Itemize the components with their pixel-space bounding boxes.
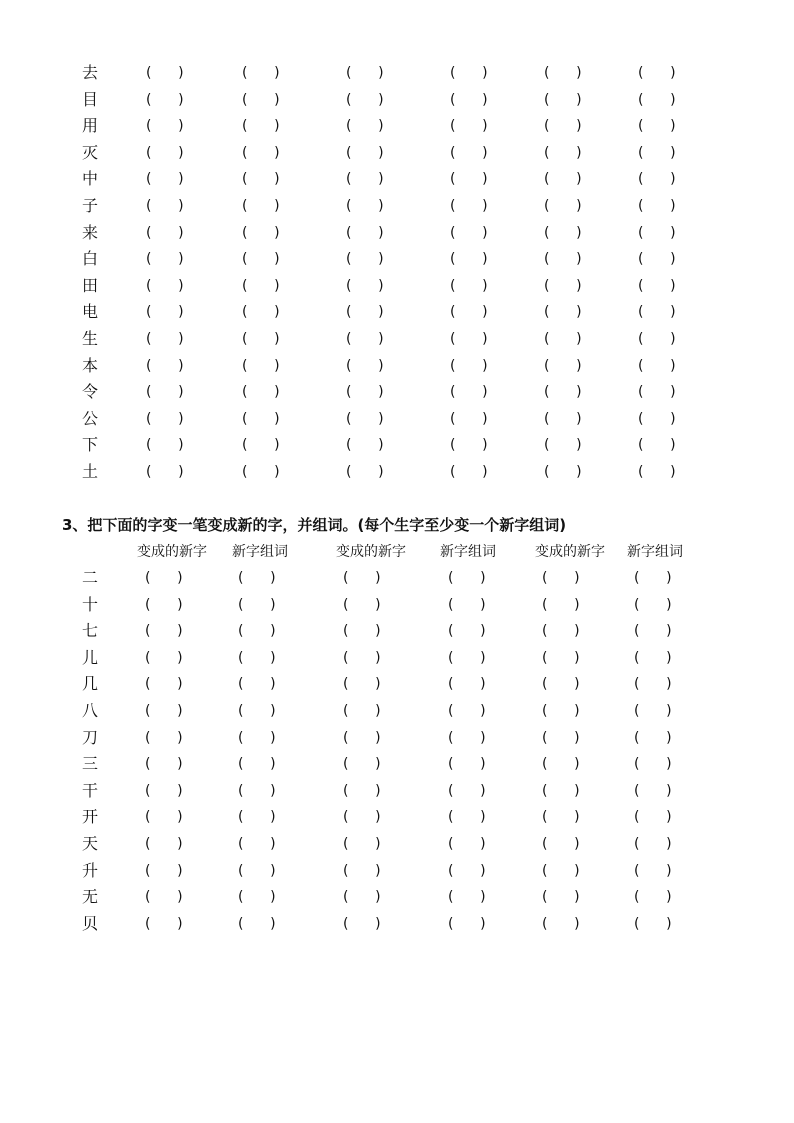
section-3-blank[interactable]: ( ) <box>634 756 672 773</box>
section-1-blank[interactable]: ( ) <box>544 331 582 347</box>
section-1-character: 白 <box>81 249 98 269</box>
section-3-blank[interactable]: ( ) <box>238 649 276 666</box>
section-3-blank[interactable]: ( ) <box>145 596 183 613</box>
section-3-character: 刀 <box>81 727 98 747</box>
section-1-row <box>0 379 794 405</box>
section-1-character: 中 <box>81 169 98 189</box>
section-1-blank[interactable]: ( ) <box>146 437 184 454</box>
section-1-blank[interactable]: ( ) <box>450 277 488 294</box>
section-1-blank[interactable]: ( ) <box>544 65 582 81</box>
section-1-blank[interactable]: ( ) <box>346 304 384 321</box>
section-3-blank[interactable]: ( ) <box>145 676 183 693</box>
section-3-blank[interactable]: ( ) <box>343 889 381 906</box>
section-1-character: 来 <box>81 222 98 242</box>
section-1-blank[interactable]: ( ) <box>450 224 488 241</box>
section-1-row <box>0 166 794 192</box>
section-1-blank[interactable]: ( ) <box>146 65 184 81</box>
section-1-blank[interactable]: ( ) <box>450 171 488 188</box>
section-1-row <box>0 406 794 432</box>
section-1-character: 目 <box>81 89 98 109</box>
section-3-blank[interactable]: ( ) <box>448 676 486 693</box>
section-3-blank[interactable]: ( ) <box>542 570 580 586</box>
section-3-blank[interactable]: ( ) <box>634 836 672 852</box>
section-1-blank[interactable]: ( ) <box>346 224 384 241</box>
section-3-character: 几 <box>81 674 98 694</box>
section-1-character: 田 <box>81 275 98 295</box>
section-1-character: 令 <box>81 382 98 402</box>
section-3-row <box>0 698 794 724</box>
section-1-blank[interactable]: ( ) <box>146 251 184 268</box>
section-3-blank[interactable]: ( ) <box>542 623 580 640</box>
section-1-blank[interactable]: ( ) <box>346 277 384 294</box>
section-3-blank[interactable]: ( ) <box>634 649 672 666</box>
section-1-row <box>0 459 794 485</box>
section-1-blank[interactable]: ( ) <box>346 384 384 401</box>
section-3-blank[interactable]: ( ) <box>145 862 183 879</box>
section-3-blank[interactable]: ( ) <box>238 623 276 640</box>
section-3-blank[interactable]: ( ) <box>343 649 381 666</box>
section-3-row <box>0 751 794 777</box>
section-3-blank[interactable]: ( ) <box>634 782 672 799</box>
section-1-row <box>0 113 794 139</box>
section-3-blank[interactable]: ( ) <box>542 596 580 613</box>
section-3-blank[interactable]: ( ) <box>238 782 276 799</box>
section-3-blank[interactable]: ( ) <box>542 756 580 773</box>
section-1-blank[interactable]: ( ) <box>242 277 280 294</box>
section-3-blank[interactable]: ( ) <box>634 570 672 586</box>
section-3-blank[interactable]: ( ) <box>448 596 486 613</box>
section-3-blank[interactable]: ( ) <box>145 782 183 799</box>
section-3-blank[interactable]: ( ) <box>634 809 672 826</box>
section-1-blank[interactable]: ( ) <box>242 91 280 108</box>
section-1-blank[interactable]: ( ) <box>544 410 582 427</box>
section-1-blank[interactable]: ( ) <box>146 224 184 241</box>
section-1-character: 电 <box>81 302 98 322</box>
section-1-character: 本 <box>81 355 98 375</box>
section-3-blank[interactable]: ( ) <box>634 729 672 746</box>
section-3-row <box>0 645 794 671</box>
section-1-blank[interactable]: ( ) <box>638 144 676 161</box>
section-1-blank[interactable]: ( ) <box>450 65 488 81</box>
column-header: 变成的新字 <box>535 544 605 560</box>
section-3-blank[interactable]: ( ) <box>448 782 486 799</box>
section-3-blank[interactable]: ( ) <box>343 729 381 746</box>
section-1-blank[interactable]: ( ) <box>450 357 488 374</box>
section-1-blank[interactable]: ( ) <box>638 251 676 268</box>
column-header: 新字组词 <box>627 544 683 560</box>
section-3-blank[interactable]: ( ) <box>448 729 486 746</box>
section-3-blank[interactable]: ( ) <box>343 782 381 799</box>
section-1-blank[interactable]: ( ) <box>450 118 488 135</box>
section-1-blank[interactable]: ( ) <box>146 331 184 347</box>
section-3-blank[interactable]: ( ) <box>145 623 183 640</box>
section-3-blank[interactable]: ( ) <box>343 676 381 693</box>
section-3-blank[interactable]: ( ) <box>343 623 381 640</box>
section-1-blank[interactable]: ( ) <box>544 384 582 401</box>
section-3-blank[interactable]: ( ) <box>634 623 672 640</box>
section-1-blank[interactable]: ( ) <box>450 251 488 268</box>
section-3-blank[interactable]: ( ) <box>145 809 183 826</box>
section-1-blank[interactable]: ( ) <box>638 464 676 480</box>
section-3-blank[interactable]: ( ) <box>448 809 486 826</box>
section-1-character: 公 <box>81 408 98 428</box>
section-1-blank[interactable]: ( ) <box>450 410 488 427</box>
section-1-blank[interactable]: ( ) <box>146 91 184 108</box>
section-1-blank[interactable]: ( ) <box>346 171 384 188</box>
section-3-blank[interactable]: ( ) <box>238 889 276 906</box>
section-3-row <box>0 565 794 591</box>
section-1-blank[interactable]: ( ) <box>146 118 184 135</box>
section-3-blank[interactable]: ( ) <box>343 756 381 773</box>
section-1-blank[interactable]: ( ) <box>242 171 280 188</box>
section-3-character: 儿 <box>81 647 98 667</box>
section-1-blank[interactable]: ( ) <box>450 304 488 321</box>
section-3-character: 三 <box>81 754 98 774</box>
section-1-blank[interactable]: ( ) <box>146 357 184 374</box>
section-1-blank[interactable]: ( ) <box>346 91 384 108</box>
section-1-blank[interactable]: ( ) <box>638 91 676 108</box>
section-3-blank[interactable]: ( ) <box>238 596 276 613</box>
section-3-blank[interactable]: ( ) <box>145 889 183 906</box>
section-3-blank[interactable]: ( ) <box>238 729 276 746</box>
section-1-blank[interactable]: ( ) <box>242 144 280 161</box>
section-1-blank[interactable]: ( ) <box>146 198 184 214</box>
section-1-blank[interactable]: ( ) <box>638 357 676 374</box>
section-3-blank[interactable]: ( ) <box>448 570 486 586</box>
section-1-blank[interactable]: ( ) <box>544 464 582 480</box>
section-3-blank[interactable]: ( ) <box>145 915 183 932</box>
section-3-character: 七 <box>81 621 98 641</box>
section-1-blank[interactable]: ( ) <box>450 384 488 401</box>
section-3-row <box>0 858 794 884</box>
section-1-row <box>0 193 794 219</box>
section-1-character: 用 <box>81 116 98 136</box>
section-1-blank[interactable]: ( ) <box>346 331 384 347</box>
section-1-blank[interactable]: ( ) <box>450 91 488 108</box>
section-1-blank[interactable]: ( ) <box>638 384 676 401</box>
section-1-blank[interactable]: ( ) <box>450 198 488 214</box>
section-3-blank[interactable]: ( ) <box>634 862 672 879</box>
section-1-blank[interactable]: ( ) <box>346 65 384 81</box>
section-1-blank[interactable]: ( ) <box>346 118 384 135</box>
section-3-blank[interactable]: ( ) <box>343 809 381 826</box>
section-3-blank[interactable]: ( ) <box>634 915 672 932</box>
section-1-blank[interactable]: ( ) <box>638 277 676 294</box>
section-1-blank[interactable]: ( ) <box>638 304 676 321</box>
section-3-character: 升 <box>81 860 98 880</box>
section-3-blank[interactable]: ( ) <box>238 756 276 773</box>
section-1-blank[interactable]: ( ) <box>638 118 676 135</box>
section-1-blank[interactable]: ( ) <box>544 144 582 161</box>
section-3-title: 3、把下面的字变一笔变成新的字，并组词。(每个生字至少变一个新字组词) <box>62 516 567 534</box>
section-1-blank[interactable]: ( ) <box>450 144 488 161</box>
section-1-blank[interactable]: ( ) <box>544 304 582 321</box>
section-3-blank[interactable]: ( ) <box>145 729 183 746</box>
section-1-blank[interactable]: ( ) <box>242 357 280 374</box>
section-3-blank[interactable]: ( ) <box>145 649 183 666</box>
section-1-row <box>0 220 794 246</box>
section-1-row <box>0 326 794 352</box>
section-1-row <box>0 353 794 379</box>
section-3-blank[interactable]: ( ) <box>448 836 486 852</box>
section-3-blank[interactable]: ( ) <box>542 782 580 799</box>
section-3-blank[interactable]: ( ) <box>448 915 486 932</box>
section-3-blank[interactable]: ( ) <box>634 676 672 693</box>
section-1-character: 生 <box>81 329 98 348</box>
section-3-blank[interactable]: ( ) <box>634 596 672 613</box>
section-3-blank[interactable]: ( ) <box>238 703 276 719</box>
section-3-row <box>0 725 794 751</box>
section-1-blank[interactable]: ( ) <box>242 384 280 401</box>
section-3-blank[interactable]: ( ) <box>343 915 381 932</box>
section-3-blank[interactable]: ( ) <box>343 703 381 719</box>
section-3-blank[interactable]: ( ) <box>542 915 580 932</box>
section-1-row <box>0 432 794 458</box>
section-3-blank[interactable]: ( ) <box>448 703 486 719</box>
section-3-blank[interactable]: ( ) <box>448 649 486 666</box>
section-3-blank[interactable]: ( ) <box>343 836 381 852</box>
section-1-row <box>0 246 794 272</box>
section-1-blank[interactable]: ( ) <box>638 198 676 214</box>
section-3-blank[interactable]: ( ) <box>145 836 183 852</box>
section-1-blank[interactable]: ( ) <box>242 251 280 268</box>
section-3-character: 天 <box>81 834 98 853</box>
section-3-blank[interactable]: ( ) <box>542 676 580 693</box>
section-1-blank[interactable]: ( ) <box>242 65 280 81</box>
section-1-blank[interactable]: ( ) <box>146 384 184 401</box>
section-3-character: 二 <box>81 568 98 587</box>
section-3-blank[interactable]: ( ) <box>542 703 580 719</box>
section-1-blank[interactable]: ( ) <box>544 118 582 135</box>
section-1-blank[interactable]: ( ) <box>544 224 582 241</box>
section-3-row <box>0 884 794 910</box>
section-3-row <box>0 618 794 644</box>
section-3-blank[interactable]: ( ) <box>542 836 580 852</box>
section-3-character: 无 <box>81 887 98 907</box>
section-1-blank[interactable]: ( ) <box>450 437 488 454</box>
section-3-blank[interactable]: ( ) <box>448 756 486 773</box>
section-1-blank[interactable]: ( ) <box>638 171 676 188</box>
section-3-character: 干 <box>81 780 98 800</box>
section-1-blank[interactable]: ( ) <box>638 331 676 347</box>
section-3-blank[interactable]: ( ) <box>542 889 580 906</box>
section-1-blank[interactable]: ( ) <box>242 224 280 241</box>
section-3-row <box>0 778 794 804</box>
section-3-blank[interactable]: ( ) <box>448 889 486 906</box>
section-1-blank[interactable]: ( ) <box>146 144 184 161</box>
section-1-blank[interactable]: ( ) <box>242 410 280 427</box>
section-3-blank[interactable]: ( ) <box>145 756 183 773</box>
section-1-blank[interactable]: ( ) <box>638 224 676 241</box>
section-1-character: 下 <box>81 435 98 455</box>
section-1-blank[interactable]: ( ) <box>544 277 582 294</box>
section-1-blank[interactable]: ( ) <box>346 357 384 374</box>
section-3-blank[interactable]: ( ) <box>343 570 381 586</box>
section-3-blank[interactable]: ( ) <box>238 809 276 826</box>
section-1-character: 土 <box>81 462 98 481</box>
section-1-blank[interactable]: ( ) <box>242 118 280 135</box>
section-3-blank[interactable]: ( ) <box>542 729 580 746</box>
section-3-row <box>0 804 794 830</box>
section-1-blank[interactable]: ( ) <box>544 437 582 454</box>
section-3-blank[interactable]: ( ) <box>238 836 276 852</box>
section-3-blank[interactable]: ( ) <box>238 862 276 879</box>
section-3-character: 八 <box>81 701 98 720</box>
section-1-blank[interactable]: ( ) <box>638 65 676 81</box>
section-3-row <box>0 911 794 937</box>
section-1-blank[interactable]: ( ) <box>242 464 280 480</box>
section-1-blank[interactable]: ( ) <box>638 410 676 427</box>
section-3-blank[interactable]: ( ) <box>343 862 381 879</box>
column-header: 变成的新字 <box>137 544 207 560</box>
section-1-blank[interactable]: ( ) <box>346 251 384 268</box>
section-1-blank[interactable]: ( ) <box>146 277 184 294</box>
section-1-blank[interactable]: ( ) <box>242 437 280 454</box>
section-1-blank[interactable]: ( ) <box>544 251 582 268</box>
column-header: 新字组词 <box>232 544 288 560</box>
section-1-blank[interactable]: ( ) <box>346 144 384 161</box>
section-1-blank[interactable]: ( ) <box>544 91 582 108</box>
section-3-blank[interactable]: ( ) <box>343 596 381 613</box>
section-1-row <box>0 60 794 86</box>
section-3-blank[interactable]: ( ) <box>542 649 580 666</box>
section-1-row <box>0 299 794 325</box>
section-1-blank[interactable]: ( ) <box>146 171 184 188</box>
section-1-blank[interactable]: ( ) <box>242 198 280 214</box>
section-1-blank[interactable]: ( ) <box>146 464 184 480</box>
section-1-row <box>0 140 794 166</box>
section-1-blank[interactable]: ( ) <box>346 410 384 427</box>
section-1-blank[interactable]: ( ) <box>450 464 488 480</box>
section-3-blank[interactable]: ( ) <box>145 703 183 719</box>
column-header: 变成的新字 <box>336 544 406 560</box>
section-1-blank[interactable]: ( ) <box>146 304 184 321</box>
section-1-blank[interactable]: ( ) <box>146 410 184 427</box>
section-1-character: 子 <box>81 196 98 215</box>
section-3-blank[interactable]: ( ) <box>448 623 486 640</box>
section-3-blank[interactable]: ( ) <box>634 889 672 906</box>
section-1-blank[interactable]: ( ) <box>544 357 582 374</box>
section-3-row <box>0 671 794 697</box>
section-1-blank[interactable]: ( ) <box>544 171 582 188</box>
section-3-character: 开 <box>81 807 98 827</box>
section-3-blank[interactable]: ( ) <box>238 676 276 693</box>
section-1-character: 灭 <box>81 142 98 162</box>
section-3-blank[interactable]: ( ) <box>238 570 276 586</box>
section-1-blank[interactable]: ( ) <box>346 198 384 214</box>
section-3-character: 十 <box>81 594 98 614</box>
section-1-blank[interactable]: ( ) <box>242 304 280 321</box>
section-3-row <box>0 831 794 857</box>
section-3-character: 贝 <box>81 913 98 933</box>
section-3-blank[interactable]: ( ) <box>238 915 276 932</box>
section-1-blank[interactable]: ( ) <box>544 198 582 214</box>
section-3-blank[interactable]: ( ) <box>542 862 580 879</box>
section-1-character: 去 <box>81 63 98 82</box>
section-3-blank[interactable]: ( ) <box>145 570 183 586</box>
section-1-blank[interactable]: ( ) <box>242 331 280 347</box>
section-1-row <box>0 87 794 113</box>
section-1-blank[interactable]: ( ) <box>346 464 384 480</box>
section-1-row <box>0 273 794 299</box>
section-3-blank[interactable]: ( ) <box>542 809 580 826</box>
column-header: 新字组词 <box>440 544 496 560</box>
section-1-blank[interactable]: ( ) <box>638 437 676 454</box>
section-3-blank[interactable]: ( ) <box>634 703 672 719</box>
section-3-row <box>0 592 794 618</box>
section-1-blank[interactable]: ( ) <box>346 437 384 454</box>
section-3-blank[interactable]: ( ) <box>448 862 486 879</box>
section-1-blank[interactable]: ( ) <box>450 331 488 347</box>
